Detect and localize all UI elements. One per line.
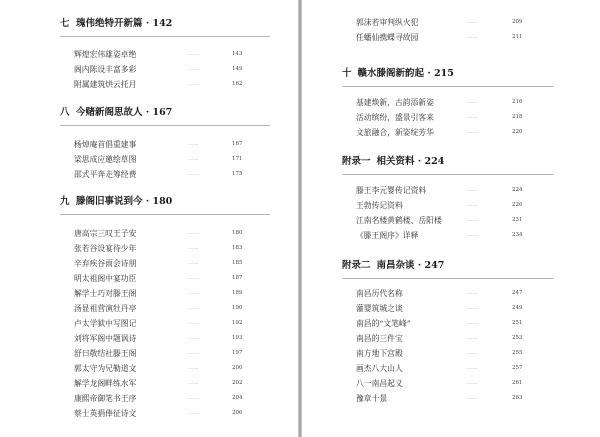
toc-entry-title[interactable]: 南昌的“文笔峰” xyxy=(356,319,411,328)
title-separator: · xyxy=(142,196,153,207)
leader-dots: …… xyxy=(467,187,478,193)
title-separator: · xyxy=(414,156,425,167)
toc-entry-page[interactable]: 189 xyxy=(232,290,243,296)
toc-entry-page[interactable]: 175 xyxy=(232,171,243,177)
leader-dots: …… xyxy=(188,260,199,266)
toc-entry-title[interactable]: 滕王李元婴传记资料 xyxy=(356,186,427,195)
toc-entry-title[interactable]: 舒曰敬结社滕王阁 xyxy=(74,349,137,358)
leader-dots: …… xyxy=(188,171,199,177)
toc-entry-page[interactable]: 218 xyxy=(512,114,523,120)
toc-entry-title[interactable]: 南昌历代名称 xyxy=(356,289,403,298)
title-separator: · xyxy=(142,107,153,118)
toc-entry-page[interactable]: 251 xyxy=(512,320,523,326)
toc-entry-title[interactable]: 杨焯庵首倡重建事 xyxy=(74,140,137,149)
toc-entry-title[interactable]: 明太祖阁中宴功臣 xyxy=(74,274,137,283)
toc-entry-page[interactable]: 261 xyxy=(512,380,523,386)
chapter-heading[interactable] xyxy=(60,193,172,211)
chapter-rule xyxy=(60,36,270,37)
toc-entry-title[interactable]: 八一南昌起义 xyxy=(356,379,403,388)
leader-dots: …… xyxy=(188,305,199,311)
chapter-number: 附录二 xyxy=(342,260,371,271)
leader-dots: …… xyxy=(467,217,478,223)
toc-entry-page[interactable]: 149 xyxy=(232,66,243,72)
toc-entry-page[interactable]: 167 xyxy=(232,141,243,147)
chapter-page: 215 xyxy=(433,68,454,79)
toc-entry-title[interactable]: 汤显祖营演牡丹亭 xyxy=(74,304,137,313)
toc-entry-page[interactable]: 255 xyxy=(512,350,523,356)
leader-dots: …… xyxy=(467,305,478,311)
leader-dots: …… xyxy=(188,81,199,87)
leader-dots: …… xyxy=(467,34,478,40)
left-page xyxy=(0,0,298,437)
toc-entry-page[interactable]: 183 xyxy=(232,245,243,251)
toc-entry-page[interactable]: 253 xyxy=(512,335,523,341)
toc-entry-title[interactable]: 邵式平奔走筹经费 xyxy=(74,170,137,179)
chapter-rule xyxy=(60,125,270,126)
toc-entry-page[interactable]: 247 xyxy=(512,290,523,296)
chapter-heading[interactable] xyxy=(60,15,172,33)
chapter-number: 七 xyxy=(60,18,70,29)
toc-entry-title[interactable]: 解学士巧对滕王阁 xyxy=(74,289,137,298)
toc-entry-page[interactable]: 249 xyxy=(512,305,523,311)
toc-entry-title[interactable]: 王勃传记资料 xyxy=(356,201,403,210)
leader-dots: …… xyxy=(467,380,478,386)
leader-dots: …… xyxy=(188,66,199,72)
leader-dots: …… xyxy=(467,395,478,401)
leader-dots: …… xyxy=(467,129,478,135)
toc-entry-title[interactable]: 活动缤纷，盛景引客来 xyxy=(356,113,434,122)
toc-entry-title[interactable]: 张若谷设宴待少年 xyxy=(74,244,137,253)
toc-entry-page[interactable]: 263 xyxy=(512,395,523,401)
leader-dots: …… xyxy=(188,320,199,326)
leader-dots: …… xyxy=(188,156,199,162)
chapter-heading[interactable] xyxy=(342,153,444,171)
title-separator: · xyxy=(424,68,434,79)
leader-dots: …… xyxy=(467,114,478,120)
toc-entry-page[interactable]: 234 xyxy=(512,232,523,238)
chapter-title: 赣水滕阁新韵起 xyxy=(357,68,425,79)
toc-entry-page[interactable]: 211 xyxy=(512,34,523,40)
toc-entry-title[interactable]: 豫章十景 xyxy=(356,394,388,403)
leader-dots: …… xyxy=(188,51,199,57)
leader-dots: …… xyxy=(188,141,199,147)
toc-entry-title[interactable]: 《滕王阁序》详释 xyxy=(356,231,419,240)
chapter-number: 九 xyxy=(60,196,70,207)
chapter-title: 滕阁旧事说到今 xyxy=(76,196,143,207)
toc-entry-page[interactable]: 220 xyxy=(512,129,523,135)
toc-entry-page[interactable]: 143 xyxy=(232,51,243,57)
leader-dots: …… xyxy=(467,290,478,296)
toc-entry-title[interactable]: 画杰八大山人 xyxy=(356,364,403,373)
toc-entry-title[interactable]: 江南名楼黄鹤楼、岳阳楼 xyxy=(356,216,442,225)
chapter-number: 附录一 xyxy=(342,156,371,167)
leader-dots: …… xyxy=(188,230,199,236)
toc-entry-title[interactable]: 郭沫若审判纵火犯 xyxy=(356,18,419,27)
leader-dots: …… xyxy=(188,245,199,251)
leader-dots: …… xyxy=(467,232,478,238)
right-page xyxy=(302,0,600,437)
leader-dots: …… xyxy=(467,19,478,25)
title-separator: · xyxy=(142,18,153,29)
toc-entry-title[interactable]: 南方地下宫殿 xyxy=(356,349,403,358)
toc-entry-title[interactable]: 蔡士英捐俸征诗文 xyxy=(74,409,137,418)
toc-entry-title[interactable]: 辛弃疾谷雨会诗朋 xyxy=(74,259,137,268)
chapter-title: 今赌新阁思故人 xyxy=(76,107,143,118)
chapter-heading[interactable] xyxy=(342,257,444,275)
leader-dots: …… xyxy=(467,99,478,105)
toc-entry-title[interactable]: 基建焕新，古韵添新姿 xyxy=(356,98,434,107)
leader-dots: …… xyxy=(188,410,199,416)
chapter-page: 142 xyxy=(152,18,173,29)
leader-dots: …… xyxy=(188,380,199,386)
toc-entry-page[interactable]: 216 xyxy=(512,99,523,105)
toc-entry-title[interactable]: 郭太守为兄勒道文 xyxy=(74,364,137,373)
toc-entry-page[interactable]: 202 xyxy=(232,380,243,386)
toc-entry-title[interactable]: 文旅融合，新姿绽芳华 xyxy=(356,128,434,137)
leader-dots: …… xyxy=(467,202,478,208)
leader-dots: …… xyxy=(467,365,478,371)
leader-dots: …… xyxy=(188,275,199,281)
toc-entry-page[interactable]: 209 xyxy=(512,19,523,25)
leader-dots: …… xyxy=(188,335,199,341)
leader-dots: …… xyxy=(188,395,199,401)
toc-entry-page[interactable]: 197 xyxy=(232,350,243,356)
toc-entry-page[interactable]: 180 xyxy=(232,230,243,236)
leader-dots: …… xyxy=(188,365,199,371)
toc-entry-page[interactable]: 185 xyxy=(232,260,243,266)
leader-dots: …… xyxy=(467,320,478,326)
chapter-heading[interactable] xyxy=(60,104,172,122)
chapter-rule xyxy=(60,214,270,215)
toc-entry-title[interactable]: 卢太学狱中写图记 xyxy=(74,319,137,328)
leader-dots: …… xyxy=(467,335,478,341)
chapter-title: 相关资料 xyxy=(376,156,415,167)
toc-entry-title[interactable]: 阁内陈设丰富多彩 xyxy=(74,65,137,74)
toc-entry-page[interactable]: 187 xyxy=(232,275,243,281)
toc-entry-page[interactable]: 206 xyxy=(232,410,243,416)
chapter-rule xyxy=(342,86,554,87)
toc-entry-page[interactable]: 226 xyxy=(512,202,523,208)
toc-entry-page[interactable]: 193 xyxy=(232,335,243,341)
leader-dots: …… xyxy=(188,350,199,356)
toc-entry-title[interactable]: 南昌的三件宝 xyxy=(356,334,403,343)
leader-dots: …… xyxy=(467,350,478,356)
toc-entry-page[interactable]: 257 xyxy=(512,365,523,371)
chapter-page: 167 xyxy=(152,107,173,118)
toc-entry-title[interactable]: 唐高宗三叹王子安 xyxy=(74,229,137,238)
title-separator: · xyxy=(414,260,425,271)
toc-entry-page[interactable]: 224 xyxy=(512,187,523,193)
toc-entry-page[interactable]: 231 xyxy=(512,217,523,223)
chapter-rule xyxy=(342,174,554,175)
toc-entry-title[interactable]: 附属建筑烘云托月 xyxy=(74,80,137,89)
chapter-heading[interactable] xyxy=(342,65,454,83)
chapter-rule xyxy=(342,278,554,279)
toc-entry-page[interactable]: 162 xyxy=(232,81,243,87)
toc-entry-page[interactable]: 171 xyxy=(232,156,243,162)
leader-dots: …… xyxy=(188,290,199,296)
chapter-number: 八 xyxy=(60,107,70,118)
toc-entry-page[interactable]: 190 xyxy=(232,305,243,311)
chapter-page: 247 xyxy=(424,260,445,271)
chapter-page: 224 xyxy=(424,156,445,167)
chapter-number: 十 xyxy=(342,68,352,79)
toc-entry-page[interactable]: 200 xyxy=(232,365,243,371)
toc-entry-title[interactable]: 康熙帝御笔书王序 xyxy=(74,394,137,403)
toc-entry-page[interactable]: 204 xyxy=(232,395,243,401)
chapter-title: 瑰伟绝特开新篇 xyxy=(76,18,143,29)
toc-entry-title[interactable]: 任蟠仙携蝶寻故园 xyxy=(356,33,419,42)
toc-entry-title[interactable]: 灌婴筑城之谈 xyxy=(356,304,403,313)
toc-entry-page[interactable]: 192 xyxy=(232,320,243,326)
chapter-page: 180 xyxy=(152,196,173,207)
toc-entry-title[interactable]: 梁思成应邀绘草图 xyxy=(74,155,137,164)
toc-entry-title[interactable]: 刘将军阁中题讽诗 xyxy=(74,334,137,343)
toc-entry-title[interactable]: 辉煌宏伟雄姿卓绝 xyxy=(74,50,137,59)
chapter-title: 南昌杂谈 xyxy=(376,260,415,271)
toc-entry-title[interactable]: 解学龙阁畔练水军 xyxy=(74,379,137,388)
